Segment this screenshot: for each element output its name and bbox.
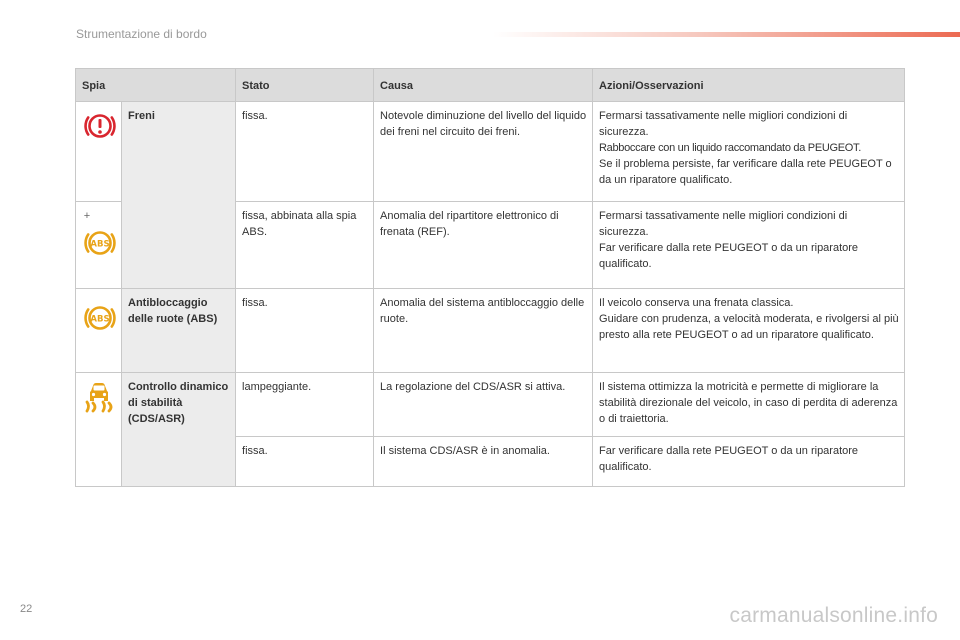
row-name-cds-asr: Controllo dinamico di stabilità (CDS/ASR) bbox=[122, 373, 236, 487]
header-stato: Stato bbox=[236, 69, 374, 102]
abs-icon bbox=[82, 301, 118, 335]
page-number: 22 bbox=[20, 603, 33, 615]
row-name-abs: Antibloccaggio delle ruote (ABS) bbox=[122, 289, 236, 373]
azioni-line: Fermarsi tassativamente nelle migliori condizioni di sicurezza. bbox=[599, 210, 848, 238]
stability-control-icon bbox=[82, 379, 116, 413]
svg-text:ABS: ABS bbox=[90, 314, 110, 325]
section-title: Strumentazione di bordo bbox=[76, 27, 207, 41]
row-stato: fissa. bbox=[236, 437, 374, 487]
azioni-line: Rabboccare con un liquido raccomandato da PEUGEOT. bbox=[599, 142, 862, 154]
row-causa: Il sistema CDS/ASR è in anomalia. bbox=[374, 437, 593, 487]
row-azioni bbox=[593, 102, 905, 202]
brake-warning-icon bbox=[82, 108, 118, 144]
row-stato: fissa, abbinata alla spia ABS. bbox=[236, 202, 374, 289]
table-row bbox=[76, 289, 905, 373]
abs-icon bbox=[82, 226, 118, 260]
row-stato: fissa. bbox=[236, 289, 374, 373]
table-row bbox=[76, 102, 905, 202]
row-azioni bbox=[593, 202, 905, 289]
header-accent-bar bbox=[493, 32, 960, 37]
svg-text:ABS: ABS bbox=[90, 239, 110, 250]
row-causa: La regolazione del CDS/ASR si attiva. bbox=[374, 373, 593, 437]
row-azioni: Far verificare dalla rete PEUGEOT o da un riparatore qualificato. bbox=[593, 437, 905, 487]
row-azioni bbox=[593, 289, 905, 373]
azioni-line: Il veicolo conserva una frenata classica. bbox=[599, 297, 794, 309]
watermark: carmanualsonline.info bbox=[729, 604, 938, 627]
azioni-line: Fermarsi tassativamente nelle migliori condizioni di sicurezza. bbox=[599, 110, 848, 138]
row-causa: Notevole diminuzione del livello del liquido dei freni nel circuito dei freni. bbox=[374, 102, 593, 202]
icon-cell bbox=[76, 202, 122, 289]
icon-cell bbox=[76, 289, 122, 373]
table-header-row bbox=[76, 69, 905, 102]
azioni-line: Far verificare dalla rete PEUGEOT o da un riparatore qualificato. bbox=[599, 242, 859, 270]
warning-lights-table bbox=[75, 68, 905, 487]
azioni-line: Guidare con prudenza, a velocità moderata, e rivolgersi al più presto alla rete PEUGEOT o ad un riparatore qualificato. bbox=[599, 313, 899, 341]
header-causa: Causa bbox=[374, 69, 593, 102]
row-causa: Anomalia del sistema antibloccaggio delle ruote. bbox=[374, 289, 593, 373]
icon-cell bbox=[76, 373, 122, 487]
header-spia: Spia bbox=[76, 69, 236, 102]
icon-cell bbox=[76, 102, 122, 202]
row-name-freni: Freni bbox=[122, 102, 236, 289]
plus-sign: + bbox=[83, 210, 91, 222]
row-stato: lampeggiante. bbox=[236, 373, 374, 437]
header-azioni: Azioni/Osservazioni bbox=[593, 69, 905, 102]
row-azioni: Il sistema ottimizza la motricità e permette di migliorare la stabilità direzionale del veicolo, in caso di perdita di aderenza o di traiettoria. bbox=[593, 373, 905, 437]
row-causa: Anomalia del ripartitore elettronico di frenata (REF). bbox=[374, 202, 593, 289]
row-stato: fissa. bbox=[236, 102, 374, 202]
azioni-line: Se il problema persiste, far verificare dalla rete PEUGEOT o da un riparatore qualificato. bbox=[599, 158, 892, 186]
table-row bbox=[76, 373, 905, 437]
